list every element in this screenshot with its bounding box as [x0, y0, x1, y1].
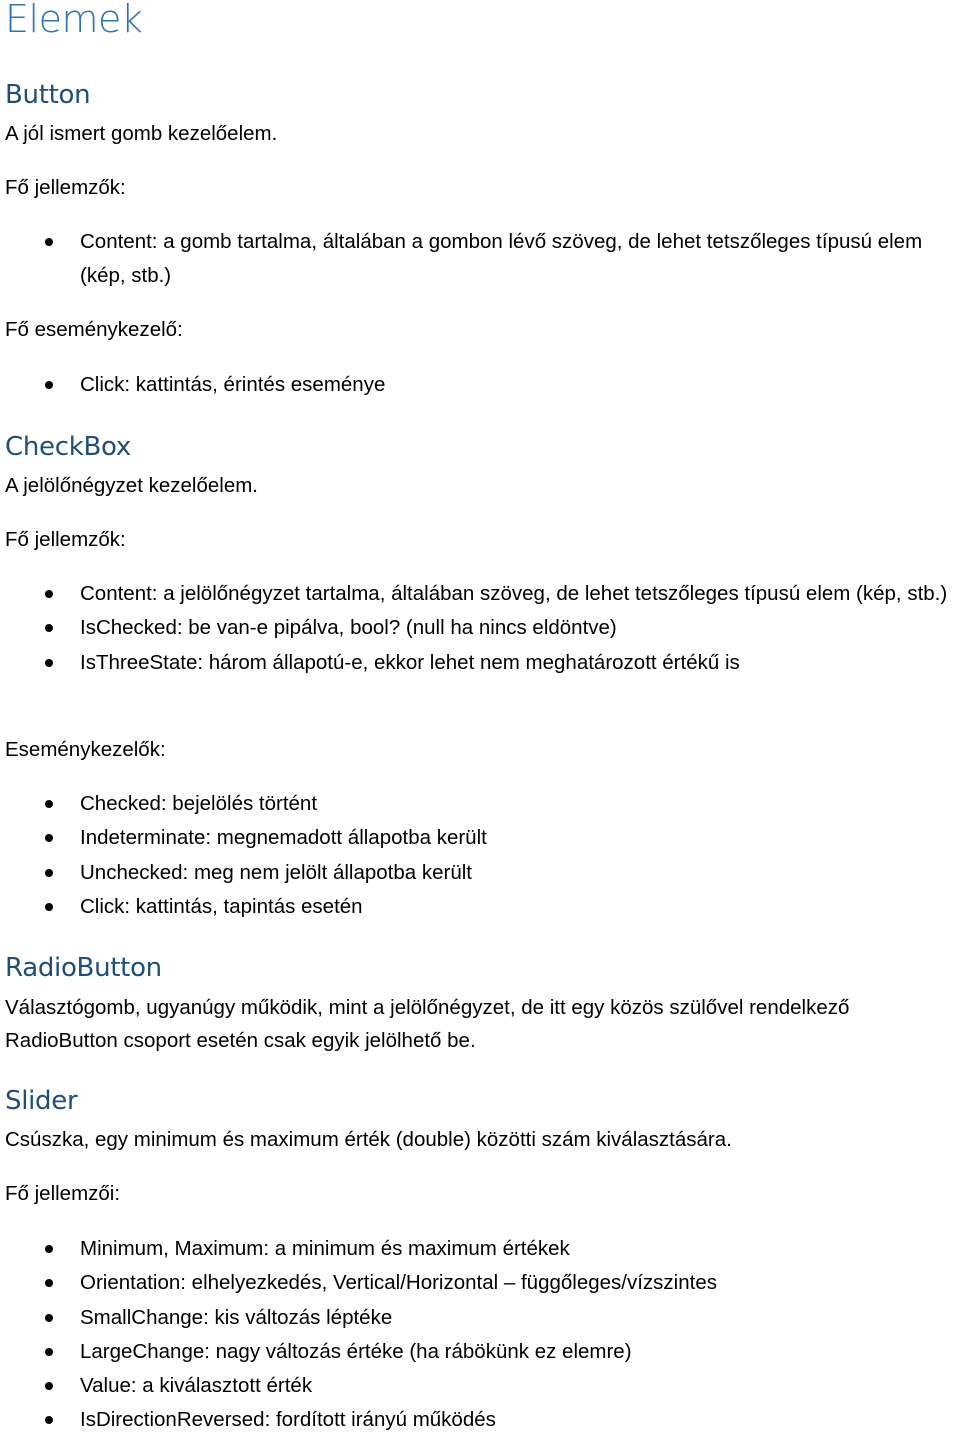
list-item-text: IsChecked: be van-e pipálva, bool? (null ha nincs eldöntve) — [80, 616, 617, 640]
bullet-icon — [45, 381, 53, 389]
list-item-text: Content: a gomb tartalma, általában a gombon lévő szöveg, de lehet tetszőleges típusú elem (kép, stb.) — [80, 230, 923, 288]
list-item — [0, 1369, 960, 1403]
bullet-icon — [45, 590, 53, 598]
list-item — [0, 1232, 960, 1266]
list-item — [0, 1403, 960, 1437]
list-item — [0, 225, 960, 294]
list-item — [0, 368, 960, 402]
list-item — [0, 611, 960, 645]
checkbox-properties-label: Fő jellemzők: — [5, 528, 126, 551]
list-item-text: LargeChange: nagy változás értéke (ha rábökünk ez elemre) — [80, 1339, 632, 1363]
radiobutton-heading: RadioButton — [5, 953, 162, 983]
list-item-text: Click: kattintás, tapintás esetén — [80, 894, 363, 918]
slider-properties-label: Fő jellemzői: — [5, 1182, 121, 1205]
bullet-icon — [45, 1348, 53, 1356]
bullet-icon — [45, 903, 53, 911]
list-item — [0, 1335, 960, 1369]
bullet-icon — [45, 800, 53, 808]
bullet-icon — [45, 1314, 53, 1322]
bullet-icon — [45, 1279, 53, 1287]
button-description: A jól ismert gomb kezelőelem. — [5, 122, 278, 145]
checkbox-heading: CheckBox — [5, 432, 131, 462]
list-item — [0, 646, 960, 680]
bullet-icon — [45, 1382, 53, 1390]
list-item — [0, 1266, 960, 1300]
list-item-text: Checked: bejelölés történt — [80, 792, 318, 815]
button-properties-list — [0, 225, 960, 294]
list-item — [0, 890, 960, 924]
list-item — [0, 856, 960, 890]
page-title: Elemek — [5, 0, 143, 41]
button-heading: Button — [5, 80, 91, 110]
list-item — [0, 577, 960, 611]
checkbox-events-label: Eseménykezelők: — [5, 738, 166, 761]
bullet-icon — [45, 1416, 53, 1424]
list-item — [0, 1301, 960, 1335]
bullet-icon — [45, 834, 53, 842]
bullet-icon — [45, 869, 53, 877]
list-item-text: SmallChange: kis változás léptéke — [80, 1305, 393, 1329]
list-item-text: Indeterminate: megnemadott állapotba került — [80, 826, 487, 850]
checkbox-events-list — [0, 787, 960, 924]
slider-description: Csúszka, egy minimum és maximum érték (double) közötti szám kiválasztására. — [5, 1128, 732, 1151]
button-events-list — [0, 368, 960, 402]
list-item-text: IsThreeState: három állapotú-e, ekkor lehet nem meghatározott értékű is — [80, 650, 740, 674]
bullet-icon — [45, 1245, 53, 1253]
list-item — [0, 787, 960, 821]
list-item-text: Content: a jelölőnégyzet tartalma, általában szöveg, de lehet tetszőleges típusú elem (kép, stb.) — [80, 582, 948, 605]
list-item-text: Unchecked: meg nem jelölt állapotba került — [80, 860, 472, 884]
checkbox-properties-list — [0, 577, 960, 680]
list-item-text: Click: kattintás, érintés eseménye — [80, 373, 386, 396]
bullet-icon — [45, 624, 53, 632]
checkbox-description: A jelölőnégyzet kezelőelem. — [5, 474, 258, 497]
list-item-text: Orientation: elhelyezkedés, Vertical/Horizontal – függőleges/vízszintes — [80, 1271, 717, 1295]
button-properties-label: Fő jellemzők: — [5, 176, 126, 199]
button-events-label: Fő eseménykezelő: — [5, 318, 183, 341]
list-item — [0, 821, 960, 855]
radiobutton-description: Választógomb, ugyanúgy működik, mint a jelölőnégyzet, de itt egy közös szülővel rendelkező RadioButton csoport esetén csak egyik jelölhető be. — [5, 996, 850, 1052]
slider-heading: Slider — [5, 1086, 78, 1116]
bullet-icon — [45, 659, 53, 667]
bullet-icon — [45, 238, 53, 246]
list-item-text: Minimum, Maximum: a minimum és maximum értékek — [80, 1237, 570, 1260]
slider-properties-list — [0, 1232, 960, 1438]
list-item-text: Value: a kiválasztott érték — [80, 1374, 313, 1398]
list-item-text: IsDirectionReversed: fordított irányú működés — [80, 1408, 496, 1432]
